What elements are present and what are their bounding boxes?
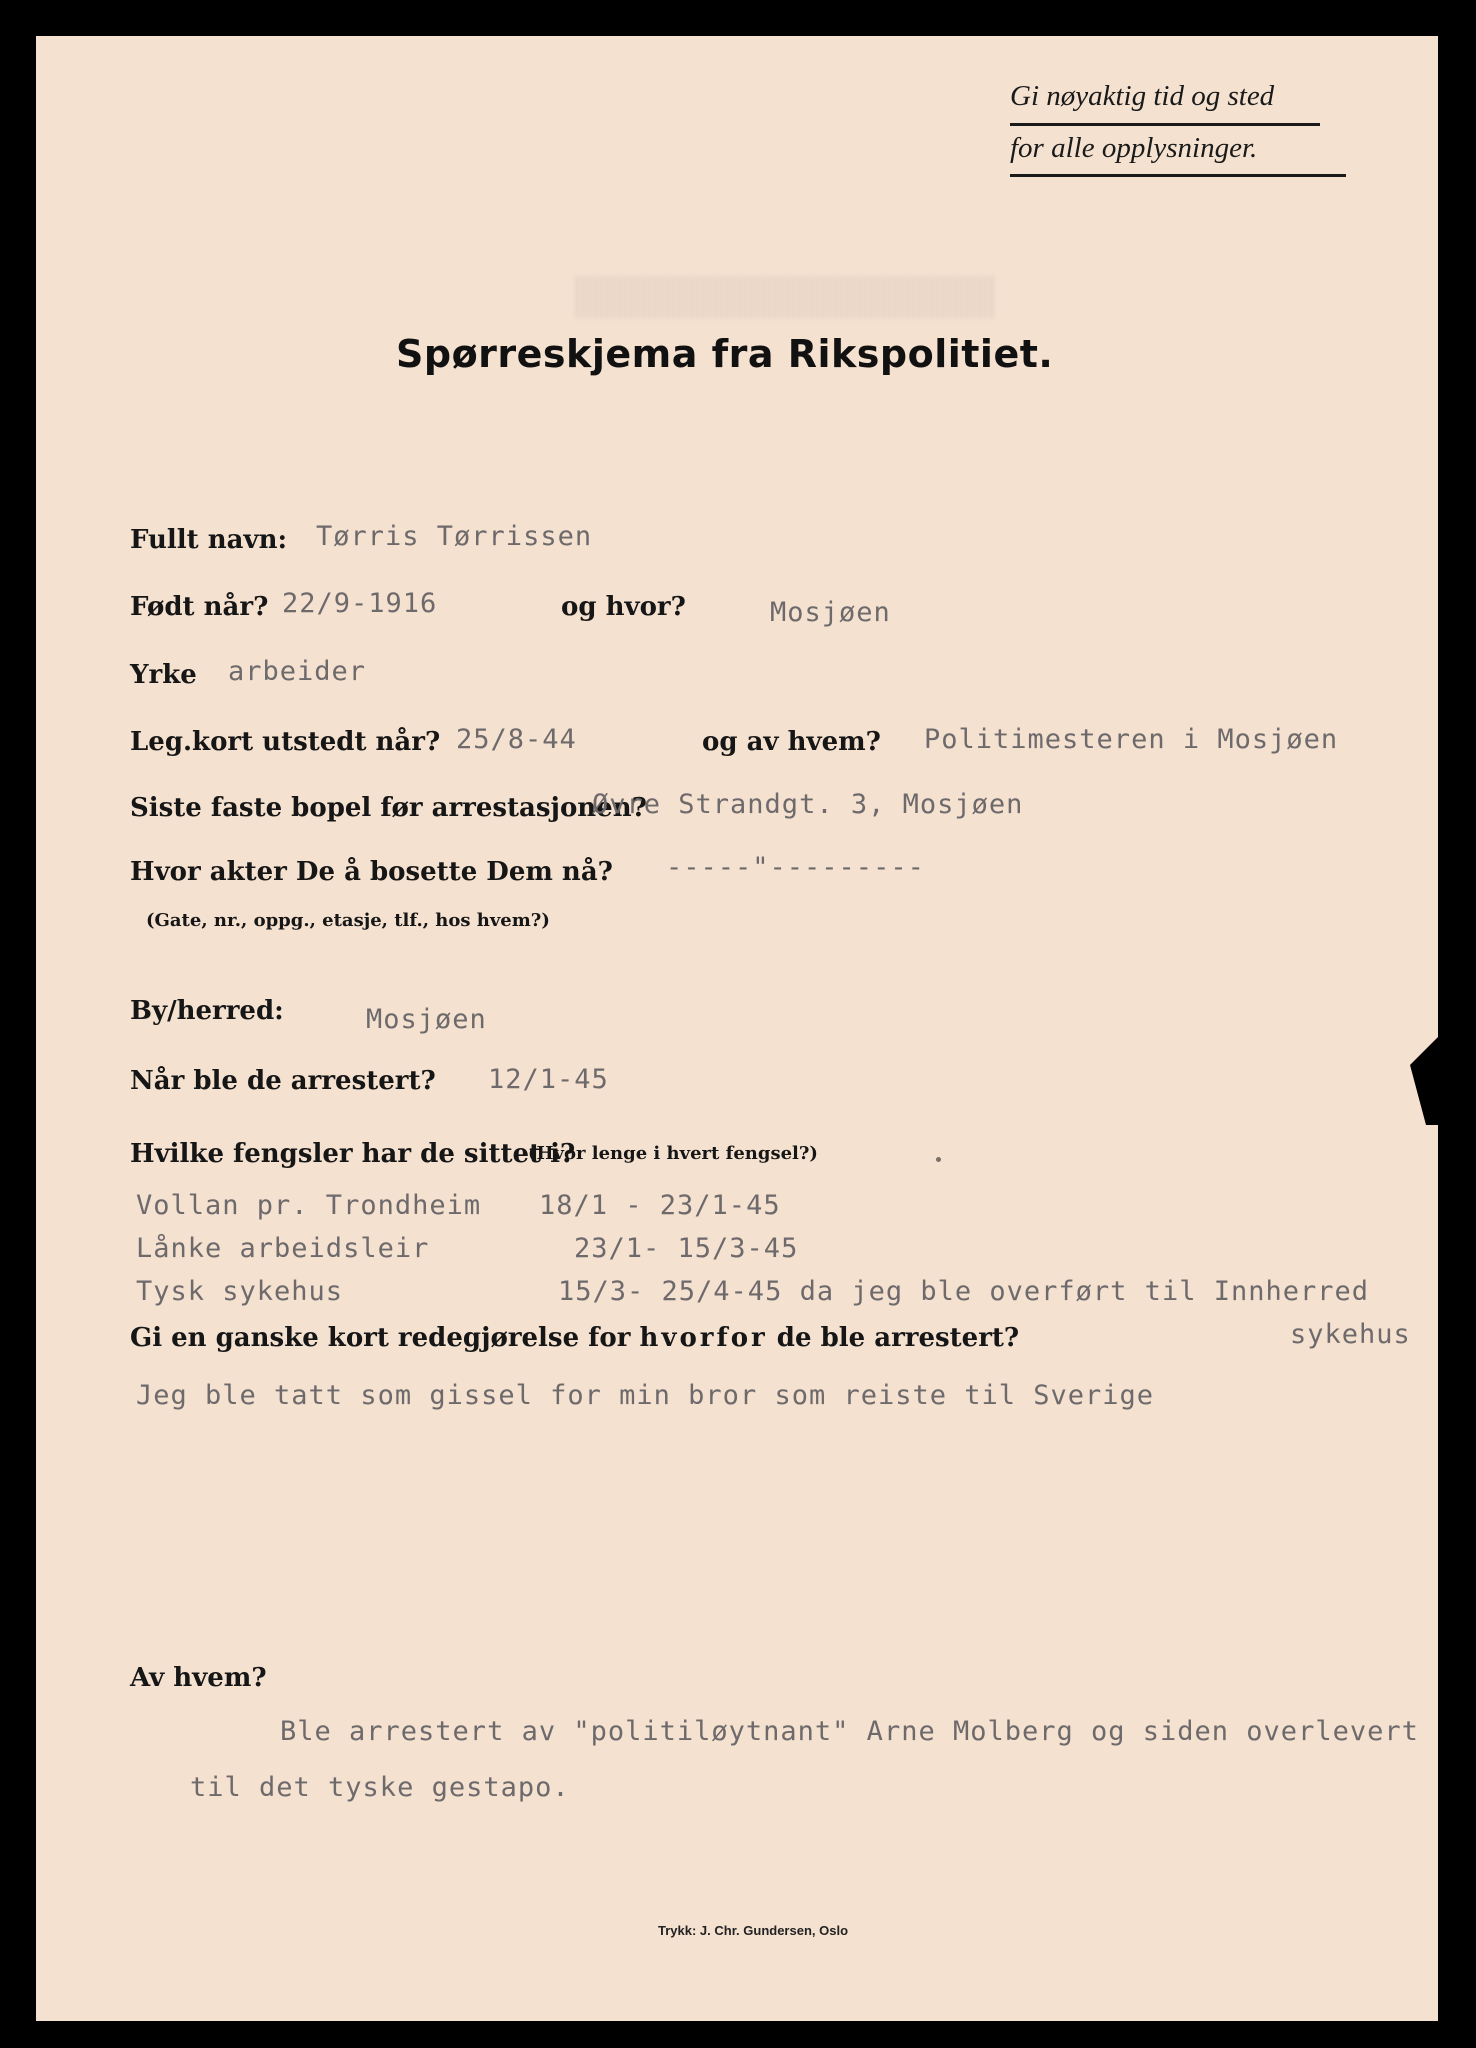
settle-hint: (Gate, nr., oppg., etasje, tlf., hos hvem?) — [146, 910, 550, 931]
reason-label-prefix: Gi en ganske kort redegjørelse for — [130, 1323, 631, 1353]
occupation-value: arbeider — [228, 656, 367, 687]
by-whom-line-2: til det tyske gestapo. — [190, 1772, 570, 1803]
last-address-value: Øvre Strandgt. 3, Mosjøen — [592, 789, 1024, 820]
underline-1 — [1010, 123, 1320, 126]
born-where-value: Mosjøen — [770, 597, 891, 628]
prison-place: Tysk sykehus — [136, 1276, 344, 1307]
by-whom-line-1: Ble arrestert av "politiløytnant" Arne Molberg og siden overlevert — [280, 1716, 1419, 1747]
by-whom-label: Av hvem? — [130, 1663, 267, 1693]
district-value: Mosjøen — [366, 1004, 487, 1035]
full-name-label: Fullt navn: — [130, 525, 288, 555]
born-where-label: og hvor? — [561, 592, 686, 622]
faded-stamp — [576, 276, 996, 318]
id-issued-label: Leg.kort utstedt når? — [130, 727, 441, 757]
reason-label-emphasis: hvorfor — [639, 1323, 768, 1353]
id-by-label: og av hvem? — [702, 727, 881, 757]
born-when-label: Født når? — [130, 592, 269, 622]
prison-continuation: sykehus — [1290, 1319, 1411, 1350]
prison-place: Lånke arbeidsleir — [136, 1233, 430, 1264]
arrested-value: 12/1-45 — [488, 1064, 609, 1095]
id-by-value: Politimesteren i Mosjøen — [924, 724, 1339, 755]
occupation-label: Yrke — [130, 660, 197, 690]
born-when-value: 22/9-1916 — [282, 588, 438, 619]
reason-label-suffix: de ble arrestert? — [776, 1323, 1020, 1353]
prison-period: 15/3- 25/4-45 da jeg ble overført til Innherred — [558, 1276, 1370, 1307]
full-name-value: Tørris Tørrissen — [316, 521, 593, 552]
settle-value: -----"--------- — [666, 852, 925, 883]
underline-2 — [1010, 174, 1346, 177]
last-address-label: Siste faste bopel før arrestasjonen? — [130, 793, 647, 823]
prison-place: Vollan pr. Trondheim — [136, 1190, 482, 1221]
prison-period: 18/1 - 23/1-45 — [539, 1190, 781, 1221]
instruction-line-1: Gi nøyaktig tid og sted — [1010, 80, 1275, 112]
printer-credit: Trykk: J. Chr. Gundersen, Oslo — [658, 1923, 849, 1938]
prison-period: 23/1- 15/3-45 — [574, 1233, 799, 1264]
reason-value: Jeg ble tatt som gissel for min bror som reiste til Sverige — [136, 1380, 1155, 1411]
settle-label: Hvor akter De å bosette Dem nå? — [130, 857, 613, 887]
form-title: Spørreskjema fra Rikspolitiet. — [396, 332, 1054, 376]
questionnaire-page — [36, 36, 1438, 2021]
prisons-label: Hvilke fengsler har de sittet i? — [130, 1139, 576, 1169]
id-issued-value: 25/8-44 — [456, 724, 577, 755]
instruction-line-2: for alle opplysninger. — [1010, 132, 1258, 164]
arrested-label: Når ble de arrestert? — [130, 1066, 436, 1096]
prisons-hint: (Hvor lenge i hvert fengsel?) — [528, 1143, 818, 1164]
district-label: By/herred: — [130, 996, 284, 1026]
ink-dot — [936, 1157, 941, 1162]
reason-label — [130, 1323, 1019, 1353]
